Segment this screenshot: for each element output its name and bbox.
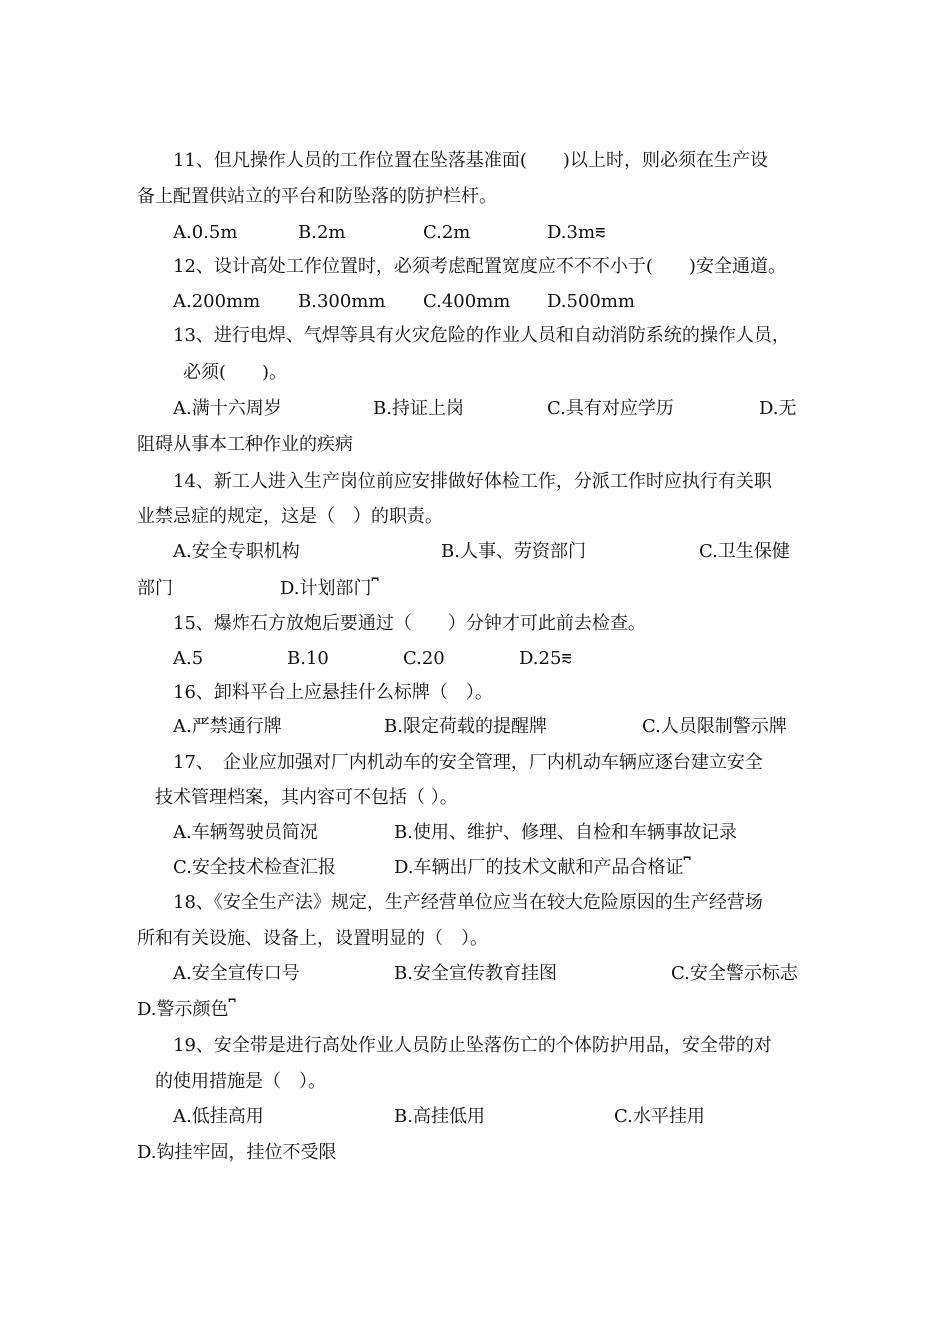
option-c: C.400mm <box>423 291 511 312</box>
option-b: B.人事、劳资部门 <box>441 541 586 562</box>
question-14-line-2: 业禁忌症的规定，这是（ ）的职责。 <box>137 506 443 527</box>
option-a: A.车辆驾驶员简况 <box>173 822 318 843</box>
option-a: A.安全专职机构 <box>173 541 300 562</box>
option-b: B.限定荷载的提醒牌 <box>384 716 547 737</box>
option-c-cont: 部门 <box>137 578 173 599</box>
option-c: C.20 <box>403 648 445 669</box>
option-a: A.5 <box>173 648 204 669</box>
option-c: C.人员限制警示牌 <box>642 716 787 737</box>
question-14-line-1: 14、新工人进入生产岗位前应安排做好体检工作，分派工作时应执行有关职 <box>173 471 772 492</box>
question-12-line-1: 12、设计高处工作位置时，必须考虑配置宽度应不不不小于( )安全通道。 <box>173 256 786 277</box>
option-b: B.持证上岗 <box>373 398 464 419</box>
question-13-line-2: 必须( )。 <box>183 362 288 383</box>
option-d: D.500mm <box>547 291 636 312</box>
option-c: C.安全警示标志 <box>671 963 798 984</box>
option-d: D.无 <box>759 398 797 419</box>
option-c: C.水平挂用 <box>614 1106 705 1127</box>
option-d: D.车辆出厂的技术文献和产品合格证⎴ <box>394 857 691 878</box>
option-a: A.低挂高用 <box>173 1106 264 1127</box>
option-c: C.具有对应学历 <box>547 398 674 419</box>
question-15-line-1: 15、爆炸石方放炮后要通过（ ）分钟才可此前去检查。 <box>173 613 646 634</box>
question-18-line-2: 所和有关设施、设备上，设置明显的（ ）。 <box>137 928 488 949</box>
option-a: A.0.5m <box>173 222 238 243</box>
option-b: B.安全宣传教育挂图 <box>394 963 557 984</box>
option-a: A.满十六周岁 <box>173 398 282 419</box>
option-a: A.安全宣传口号 <box>173 963 300 984</box>
option-b: B.2m <box>298 222 346 243</box>
option-b: B.10 <box>287 648 329 669</box>
option-b: B.使用、维护、修理、自检和车辆事故记录 <box>394 822 737 843</box>
question-16-line-1: 16、卸料平台上应悬挂什么标牌（ ）。 <box>173 682 493 703</box>
question-17-line-2: 技术管理档案，其内容可不包括（ ）。 <box>155 787 458 808</box>
question-11-line-1: 11、但凡操作人员的工作位置在坠落基准面( )以上时，则必须在生产设 <box>173 150 768 171</box>
option-c: C.卫生保健 <box>699 541 790 562</box>
option-b: B.300mm <box>298 291 386 312</box>
option-d: D.计划部门⎴ <box>280 578 379 599</box>
question-17-line-1: 17、 企业应加强对厂内机动车的安全管理，厂内机动车辆应逐台建立安全 <box>173 752 763 773</box>
question-18-line-1: 18、《安全生产法》规定，生产经营单位应当在较大危险原因的生产经营场 <box>173 892 763 913</box>
question-13-line-1: 13、进行电焊、气焊等具有火灾危险的作业人员和自动消防系统的操作人员， <box>173 325 790 346</box>
option-c: C.安全技术检查汇报 <box>173 857 336 878</box>
question-19-line-1: 19、安全带是进行高处作业人员防止坠落伤亡的个体防护用品，安全带的对 <box>173 1035 772 1056</box>
option-c: C.2m <box>423 222 471 243</box>
question-11-line-2: 备上配置供站立的平台和防坠落的防护栏杆。 <box>137 186 497 207</box>
option-d: D.25⩳ <box>519 648 572 669</box>
option-a: A.严禁通行牌 <box>173 716 282 737</box>
option-d: D.3m⩳ <box>547 222 606 243</box>
option-b: B.高挂低用 <box>394 1106 485 1127</box>
option-a: A.200mm <box>173 291 261 312</box>
question-19-options-cont: D.钩挂牢固，挂位不受限 <box>137 1142 337 1163</box>
question-19-line-2: 的使用措施是（ ）。 <box>155 1071 326 1092</box>
question-18-options-cont: D.警示颜色⎴ <box>137 999 236 1020</box>
question-13-options-cont: 阻碍从事本工种作业的疾病 <box>137 434 353 455</box>
